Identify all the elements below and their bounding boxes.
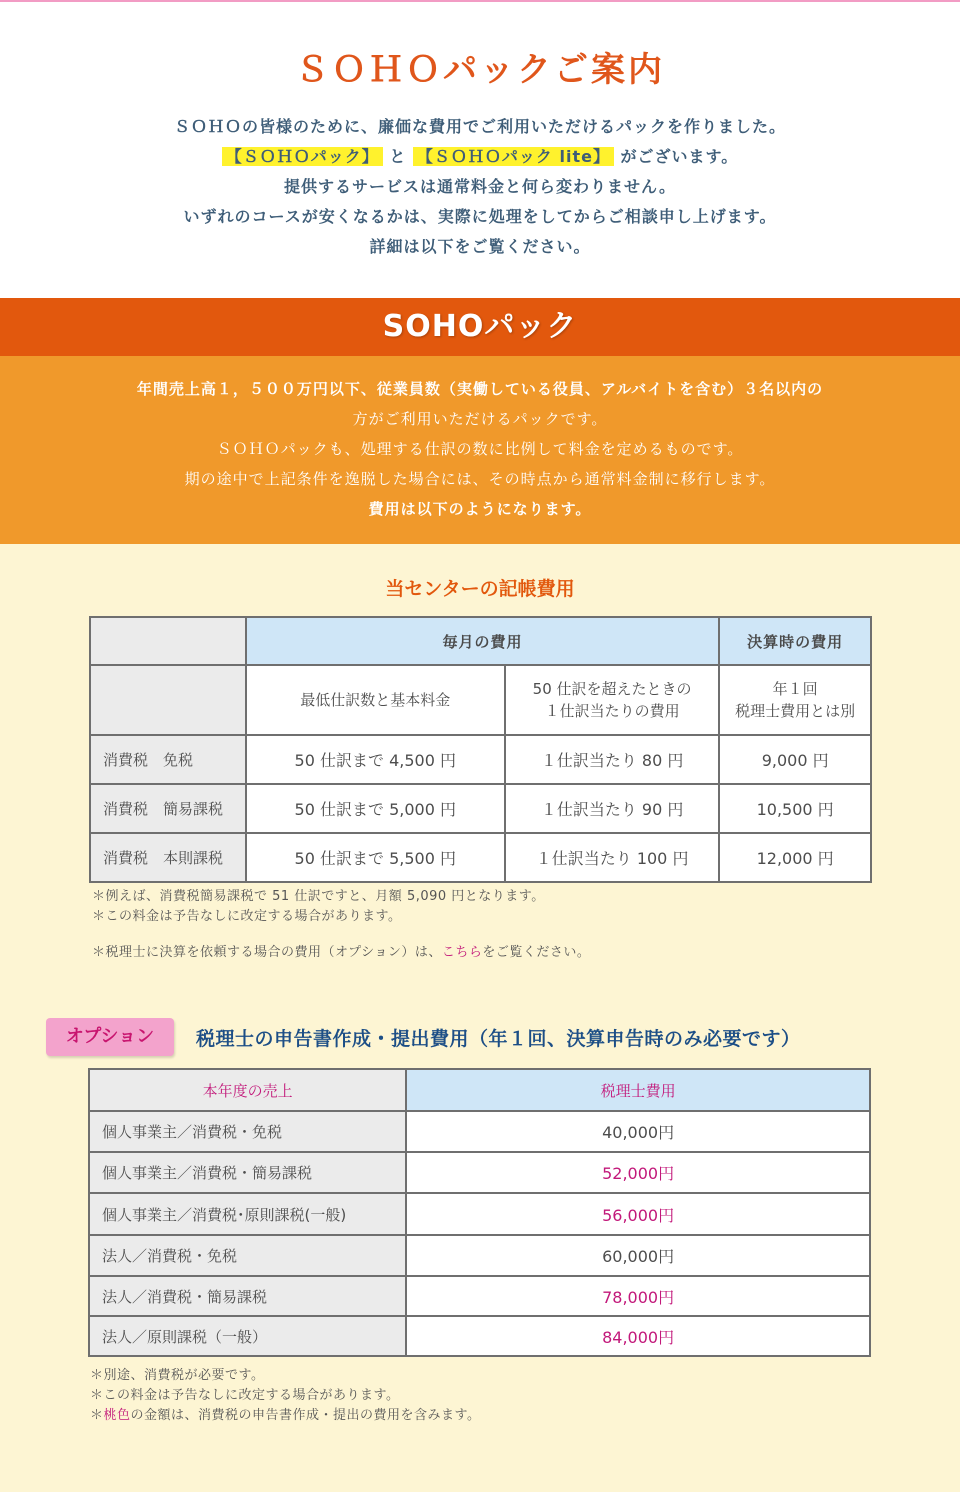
row-label: 消費税 本則課税 xyxy=(90,833,246,882)
tax-accountant-fee-table xyxy=(88,1068,871,1357)
row-label: 個人事業主／消費税･原則課税(一般) xyxy=(89,1193,406,1235)
per-entry-fee-cell: １仕訳当たり 90 円 xyxy=(505,784,719,833)
table-row xyxy=(90,833,871,882)
intro-text xyxy=(0,112,960,262)
fee-value: 78,000円 xyxy=(406,1276,870,1316)
option-fee-link[interactable]: こちら xyxy=(441,945,483,960)
fee-value: 52,000円 xyxy=(406,1152,870,1193)
fee-notes xyxy=(92,887,590,963)
settlement-fee-cell: 12,000 円 xyxy=(719,833,871,882)
fee-value: 84,000円 xyxy=(406,1316,870,1356)
monthly-fee-header: 毎月の費用 xyxy=(246,617,720,665)
sub-header-per-entry xyxy=(505,665,719,735)
row-label: 法人／消費税・免税 xyxy=(89,1235,406,1276)
table-row xyxy=(89,1111,870,1152)
option-note-3-post: の金額は、消費税の申告書作成・提出の費用を含みます。 xyxy=(130,1408,481,1423)
table-row xyxy=(89,1316,870,1356)
table-row xyxy=(89,1152,870,1193)
option-badge: オプション xyxy=(46,1018,174,1056)
base-fee-cell: 50 仕訳まで 5,000 円 xyxy=(246,784,505,833)
settlement-fee-header: 決算時の費用 xyxy=(719,617,871,665)
option-note-3-pre: ＊ xyxy=(90,1408,104,1423)
row-label: 個人事業主／消費税・免税 xyxy=(89,1111,406,1152)
intro-line-3: 提供するサービスは通常料金と何ら変わりません。 xyxy=(284,177,676,196)
bookkeeping-fee-table xyxy=(89,616,872,883)
fee-value: 60,000円 xyxy=(406,1235,870,1276)
fee-note-1: ＊例えば、消費税簡易課税で 51 仕訳ですと、月額 5,090 円となります。 xyxy=(92,889,545,904)
option-note-3 xyxy=(90,1406,481,1426)
option-title: 税理士の申告書作成・提出費用（年１回、決算申告時のみ必要です） xyxy=(196,1028,801,1050)
intro-line-2 xyxy=(0,142,960,172)
sub-header-settlement-line1: 年１回 xyxy=(772,680,818,698)
option-note-1: ＊別途、消費税が必要です。 xyxy=(90,1368,265,1383)
pack-line-2: 方がご利用いただけるパックです。 xyxy=(352,410,608,428)
bookkeeping-fee-title: 当センターの記帳費用 xyxy=(385,578,575,600)
table-row xyxy=(89,1193,870,1235)
intro-line-1: ＳＯＨＯの皆様のために、廉価な費用でご利用いただけるパックを作りました。 xyxy=(173,117,786,136)
sub-header-per-entry-line2: １仕訳当たりの費用 xyxy=(544,702,680,720)
pack-line-5: 費用は以下のようになります。 xyxy=(368,500,592,518)
table-subheader-blank xyxy=(90,665,246,735)
sub-header-per-entry-line1: 50 仕訳を超えたときの xyxy=(532,680,692,698)
pack-line-4: 期の途中で上記条件を逸脱した場合には、その時点から通常料金制に移行します。 xyxy=(184,470,776,488)
intro-line-5: 詳細は以下をご覧ください。 xyxy=(369,237,591,256)
settlement-fee-cell: 10,500 円 xyxy=(719,784,871,833)
intro-line-2-mid: と xyxy=(382,147,413,166)
pack-line-3: ＳＯＨＯパックも、処理する仕訳の数に比例して料金を定めるものです。 xyxy=(216,440,744,458)
soho-pack-header: SOHOパック xyxy=(0,298,960,356)
soho-pack-highlight: 【ＳＯＨＯパック】 xyxy=(222,147,383,166)
soho-pack-description xyxy=(0,356,960,544)
per-entry-fee-cell: １仕訳当たり 80 円 xyxy=(505,735,719,784)
settlement-fee-cell: 9,000 円 xyxy=(719,735,871,784)
sub-header-settlement xyxy=(719,665,871,735)
row-label: 消費税 免税 xyxy=(90,735,246,784)
row-label: 法人／消費税・簡易課税 xyxy=(89,1276,406,1316)
table-row xyxy=(89,1276,870,1316)
sub-header-settlement-line2: 税理士費用とは別 xyxy=(735,702,856,720)
table-row xyxy=(90,784,871,833)
soho-pack-lite-highlight: 【ＳＯＨＯパック lite】 xyxy=(413,147,614,166)
option-note-2: ＊この料金は予告なしに改定する場合があります。 xyxy=(90,1388,400,1403)
sub-header-base-fee: 最低仕訳数と基本料金 xyxy=(246,665,505,735)
per-entry-fee-cell: １仕訳当たり 100 円 xyxy=(505,833,719,882)
row-label: 個人事業主／消費税・簡易課税 xyxy=(89,1152,406,1193)
pack-line-1: 年間売上高１，５００万円以下、従業員数（実働している役員、アルバイトを含む）３名以内の xyxy=(136,380,824,398)
accountant-fee-header: 税理士費用 xyxy=(406,1069,870,1111)
fee-value: 56,000円 xyxy=(406,1193,870,1235)
intro-section xyxy=(0,2,960,298)
base-fee-cell: 50 仕訳まで 5,500 円 xyxy=(246,833,505,882)
sales-header: 本年度の売上 xyxy=(89,1069,406,1111)
option-notes xyxy=(90,1366,481,1426)
fee-note-3 xyxy=(92,943,590,963)
table-row xyxy=(90,735,871,784)
row-label: 法人／原則課税（一般） xyxy=(89,1316,406,1356)
intro-title: ＳＯＨＯパックご案内 xyxy=(295,50,665,90)
fee-note-3-post: をご覧ください。 xyxy=(482,945,591,960)
fee-note-3-pre: ＊税理士に決算を依頼する場合の費用（オプション）は、 xyxy=(92,945,442,960)
base-fee-cell: 50 仕訳まで 4,500 円 xyxy=(246,735,505,784)
table-corner-cell xyxy=(90,617,246,665)
intro-line-4: いずれのコースが安くなるかは、実際に処理をしてからご相談申し上げます。 xyxy=(183,207,777,226)
row-label: 消費税 簡易課税 xyxy=(90,784,246,833)
intro-line-2-end: がございます。 xyxy=(613,147,739,166)
fee-note-2: ＊この料金は予告なしに改定する場合があります。 xyxy=(92,909,402,924)
fee-value: 40,000円 xyxy=(406,1111,870,1152)
table-row xyxy=(89,1235,870,1276)
option-note-3-pink: 桃色 xyxy=(103,1408,131,1423)
